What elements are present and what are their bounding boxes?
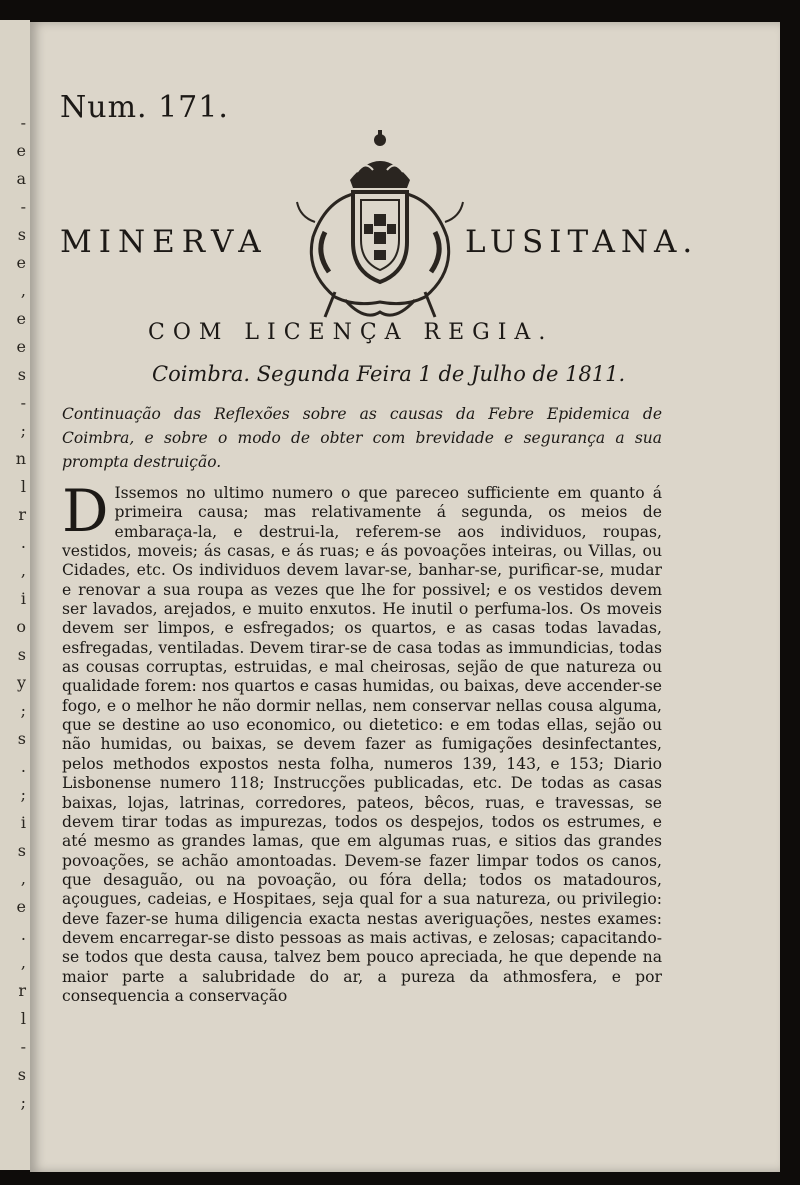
previous-page-letter: y [16, 673, 26, 692]
license-line: COM LICENÇA REGIA. [148, 320, 554, 345]
masthead-title-left: MINERVA [60, 224, 268, 260]
previous-page-letter: , [20, 953, 26, 972]
newspaper-page [30, 22, 780, 1172]
masthead-title-right: LUSITANA. [465, 224, 699, 260]
article-body [62, 477, 662, 1006]
previous-page-letter: , [20, 869, 26, 888]
previous-page-letter: . [20, 533, 26, 552]
previous-page-letter: l [20, 1009, 26, 1028]
previous-page-letter: s [17, 841, 26, 860]
previous-page-letter: l [20, 477, 26, 496]
masthead [60, 202, 699, 322]
previous-page-letter: o [16, 617, 26, 636]
previous-page-letter: , [20, 281, 26, 300]
previous-page-letter: e [16, 897, 26, 916]
previous-page-letter: r [18, 981, 26, 1000]
previous-page-letter: s [17, 645, 26, 664]
royal-coat-of-arms-icon [295, 122, 465, 327]
previous-page-letter: s [17, 225, 26, 244]
previous-page-letter: e [16, 309, 26, 328]
previous-page-letter: e [16, 141, 26, 160]
previous-page-letter: . [20, 925, 26, 944]
issue-number: Num. 171. [60, 90, 229, 125]
previous-page-letter: e [16, 337, 26, 356]
previous-page-letter: . [20, 757, 26, 776]
previous-page-letter: - [20, 113, 26, 132]
previous-page-letter: r [18, 505, 26, 524]
previous-page-letter: s [17, 365, 26, 384]
previous-page-letter: - [20, 197, 26, 216]
drop-cap: D [62, 477, 109, 545]
article-text: Issemos no ultimo numero o que pareceo sufficiente em quanto á primeira causa; mas relativamente á segunda, os meios de embaraça-la, e destrui-la, referem-se aos individuos, roupas, vestidos, moveis; ás casas, e ás ruas; e ás povoações inteiras, ou Villas, ou Cidades, etc. Os individuos devem lavar-se, banhar-se, purificar-se, mudar e renovar a sua roupa as vezes que lhe for possivel; e os vestidos devem ser lavados, arejados, e muito enxutos. He inutil o perfuma-los. Os moveis devem ser limpos, e esfregados; os quartos, e as casas todas lavadas, esfregadas, ventiladas. Devem tirar-se de casa todas as immundicias, todas as cousas corruptas, estruidas, e mal cheirosas, sejão de que natureza ou qualidade forem: nos quartos e casas humidas, ou baixas, deve accender-se fogo, e o melhor he não dormir nellas, nem conservar nellas cousa alguma, que se destine ao uso economico, ou dietetico: e em todas ellas, sejão ou não humidas, ou baixas, se devem fazer as fumigações desinfectantes, pelos methodos expostos nesta folha, numeros 139, 143, e 153; Diario Lisbonense numero 118; Instrucções publicadas, etc. De todas as casas baixas, lojas, latrinas, corredores, pateos, bêcos, ruas, e travessas, se devem tirar todas as impurezas, todos os despejos, todos os estrumes, e até mesmo as grandes lamas, que em algumas ruas, e sitios das grandes povoações, se achão amontoadas. Devem-se fazer limpar todos os canos, que desaguão, ou na povoação, ou fóra della; todos os matadouros, açougues, cadeias, e Hospitaes, seja qual for a sua natureza, ou privilegio: deve fazer-se huma diligencia exacta nestas averiguações, nestes exames: devem encarregar-se disto pessoas as mais activas, e zelosas; capacitando-se todos que desta causa, talvez bem pouco apreciada, he que depende na maior parte a salubridade do ar, a pureza da athmosfera, e por consequencia a conservação [62, 484, 662, 1005]
previous-page-letter: - [20, 393, 26, 412]
previous-page-letter: i [20, 813, 26, 832]
previous-page-letter: e [16, 253, 26, 272]
previous-page-letter: n [15, 449, 26, 468]
previous-page-letter: i [20, 589, 26, 608]
article-introduction: Continuação das Reflexões sobre as causas da Febre Epidemica de Coimbra, e sobre o modo de obter com brevidade e segurança a sua prompta destruição. [62, 405, 662, 471]
previous-page-letter: ; [20, 421, 26, 440]
previous-page-letter: , [20, 561, 26, 580]
previous-page-letter: ; [20, 701, 26, 720]
previous-page-letter: s [17, 729, 26, 748]
previous-page-letter: s [17, 1065, 26, 1084]
previous-page-letter: ; [20, 785, 26, 804]
previous-page-letter: - [20, 1037, 26, 1056]
dateline: Coimbra. Segunda Feira 1 de Julho de 1811. [152, 362, 626, 386]
previous-page-letter: a [16, 169, 26, 188]
previous-page-edge [0, 20, 30, 1170]
previous-page-letter: ; [20, 1093, 26, 1112]
